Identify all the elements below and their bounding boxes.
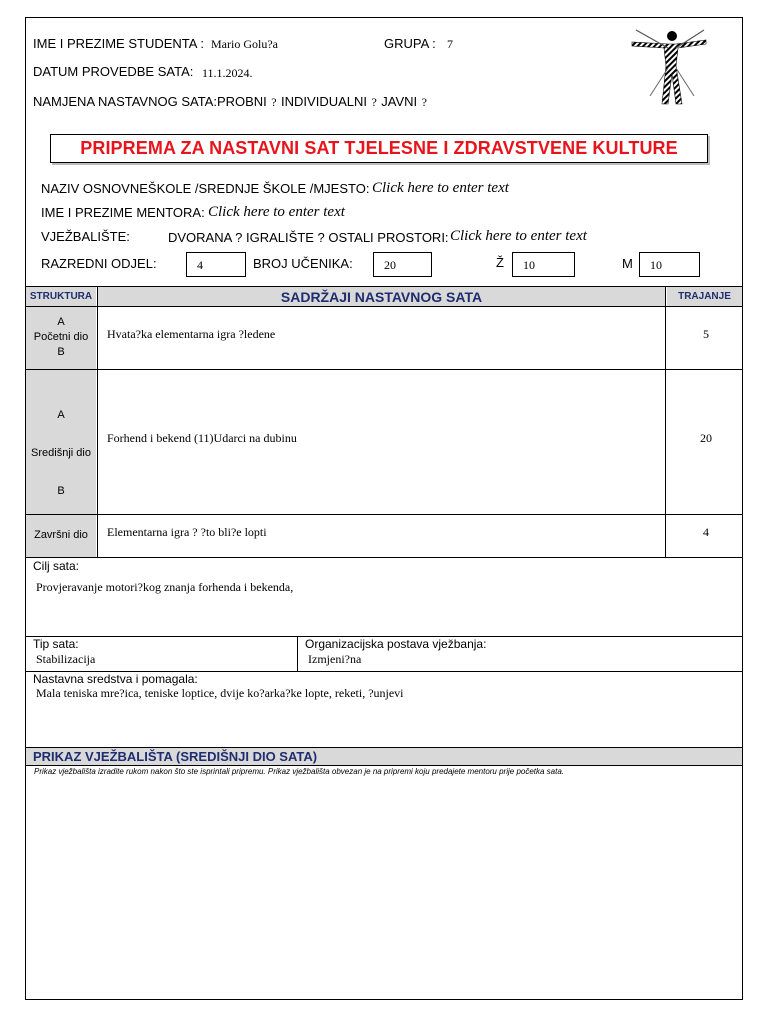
class-value: 4 <box>197 258 203 272</box>
male-label: M <box>622 256 633 271</box>
venue-sketch-note: Prikaz vježbališta izradite rukom nakon što ste isprintali pripremu. Prikaz vježbališta obvezan je na pripremi koju predajete mentoru prije početka sata. <box>34 767 565 776</box>
organization-value[interactable]: Izmjeni?na <box>308 652 362 666</box>
duration-cell-closing[interactable]: 4 <box>703 525 709 539</box>
date-label: DATUM PROVEDBE SATA: <box>33 64 194 79</box>
content-cell-intro[interactable]: Hvata?ka elementarna igra ?ledene <box>107 327 276 341</box>
equipment-label: Nastavna sredstva i pomagala: <box>33 672 198 686</box>
purpose-public-checkbox[interactable]: ? <box>421 95 427 109</box>
student-count-field[interactable] <box>373 252 432 277</box>
date-value[interactable]: 11.1.2024. <box>202 66 253 80</box>
structure-cell-closing <box>26 528 96 543</box>
school-input[interactable]: Click here to enter text <box>372 180 509 196</box>
class-label: RAZREDNI ODJEL: <box>41 256 157 271</box>
structure-cell-main <box>26 396 96 510</box>
section-border <box>25 747 743 748</box>
content-cell-main[interactable]: Forhend i bekend (11)Udarci na dubinu <box>107 431 297 445</box>
content-cell-closing[interactable]: Elementarna igra ? ?to bli?e lopti <box>107 525 267 539</box>
student-count-value: 20 <box>384 258 396 272</box>
table-row-border <box>25 514 743 515</box>
section-col-border <box>297 636 298 671</box>
venue-sketch-area[interactable] <box>26 780 742 999</box>
group-value[interactable]: 7 <box>447 37 453 51</box>
purpose-probni-checkbox[interactable]: ? <box>271 95 277 109</box>
mentor-label: IME I PREZIME MENTORA: <box>41 205 205 220</box>
structure-name: Početni dio <box>33 331 89 343</box>
venue-sketch-title: PRIKAZ VJEŽBALIŠTA (SREDIŠNJI DIO SATA) <box>33 749 318 764</box>
female-label: Ž <box>496 255 504 270</box>
venue-input[interactable]: Click here to enter text <box>450 228 587 244</box>
table-bottom-border <box>25 557 743 558</box>
structure-b: B <box>57 346 65 358</box>
school-label: NAZIV OSNOVNEŠKOLE /SREDNJE ŠKOLE /MJESTO: <box>41 181 370 196</box>
purpose-public-label: JAVNI <box>381 94 418 109</box>
duration-cell-intro[interactable]: 5 <box>703 327 709 341</box>
group-label: GRUPA : <box>384 36 436 51</box>
purpose-individual-checkbox[interactable]: ? <box>371 95 377 109</box>
male-count-field[interactable] <box>639 252 700 277</box>
table-top-border <box>25 286 743 287</box>
equipment-value[interactable]: Mala teniska mre?ica, teniske loptice, dvije ko?arka?ke lopte, reketi, ?unjevi <box>36 686 404 700</box>
structure-a: A <box>57 316 65 328</box>
table-col-border <box>665 286 666 558</box>
structure-b: B <box>57 485 65 497</box>
table-col-border <box>97 286 98 558</box>
student-name-value[interactable]: Mario Golu?a <box>211 37 278 51</box>
section-border <box>25 765 743 766</box>
student-count-label: BROJ UČENIKA: <box>253 256 353 271</box>
lesson-type-label: Tip sata: <box>33 637 79 651</box>
table-header-border <box>25 306 743 307</box>
lesson-type-value[interactable]: Stabilizacija <box>36 652 96 666</box>
duration-cell-main[interactable]: 20 <box>700 431 712 445</box>
venue-label: VJEŽBALIŠTE: <box>41 229 130 244</box>
structure-header: STRUKTURA <box>29 291 93 302</box>
lesson-purpose-row <box>33 93 427 111</box>
form-title-box <box>50 134 708 163</box>
structure-name: Središnji dio <box>31 447 91 459</box>
goal-label: Cilj sata: <box>33 559 80 573</box>
student-name-label: IME I PREZIME STUDENTA : <box>33 36 204 51</box>
form-title: PRIPREMA ZA NASTAVNI SAT TJELESNE I ZDRAVSTVENE KULTURE <box>80 138 678 158</box>
purpose-individual-label: INDIVIDUALNI <box>281 94 367 109</box>
organization-label: Organizacijska postava vježbanja: <box>305 637 487 651</box>
vitruvian-figure-icon <box>628 26 708 106</box>
male-count-value: 10 <box>650 258 662 272</box>
content-header: SADRŽAJI NASTAVNOG SATA <box>280 289 483 305</box>
purpose-label: NAMJENA NASTAVNOG SATA:PROBNI <box>33 94 267 109</box>
mentor-input[interactable]: Click here to enter text <box>208 204 345 220</box>
structure-name: Završni dio <box>34 529 88 541</box>
class-field[interactable] <box>186 252 246 277</box>
venue-options[interactable]: DVORANA ? IGRALIŠTE ? OSTALI PROSTORI: <box>168 230 449 245</box>
female-count-value: 10 <box>523 258 535 272</box>
structure-a: A <box>57 409 65 421</box>
goal-value[interactable]: Provjeravanje motori?kog znanja forhenda i bekenda, <box>36 580 294 594</box>
structure-cell-intro <box>26 315 96 360</box>
female-count-field[interactable] <box>512 252 575 277</box>
duration-header: TRAJANJE <box>678 291 731 302</box>
table-row-border <box>25 369 743 370</box>
